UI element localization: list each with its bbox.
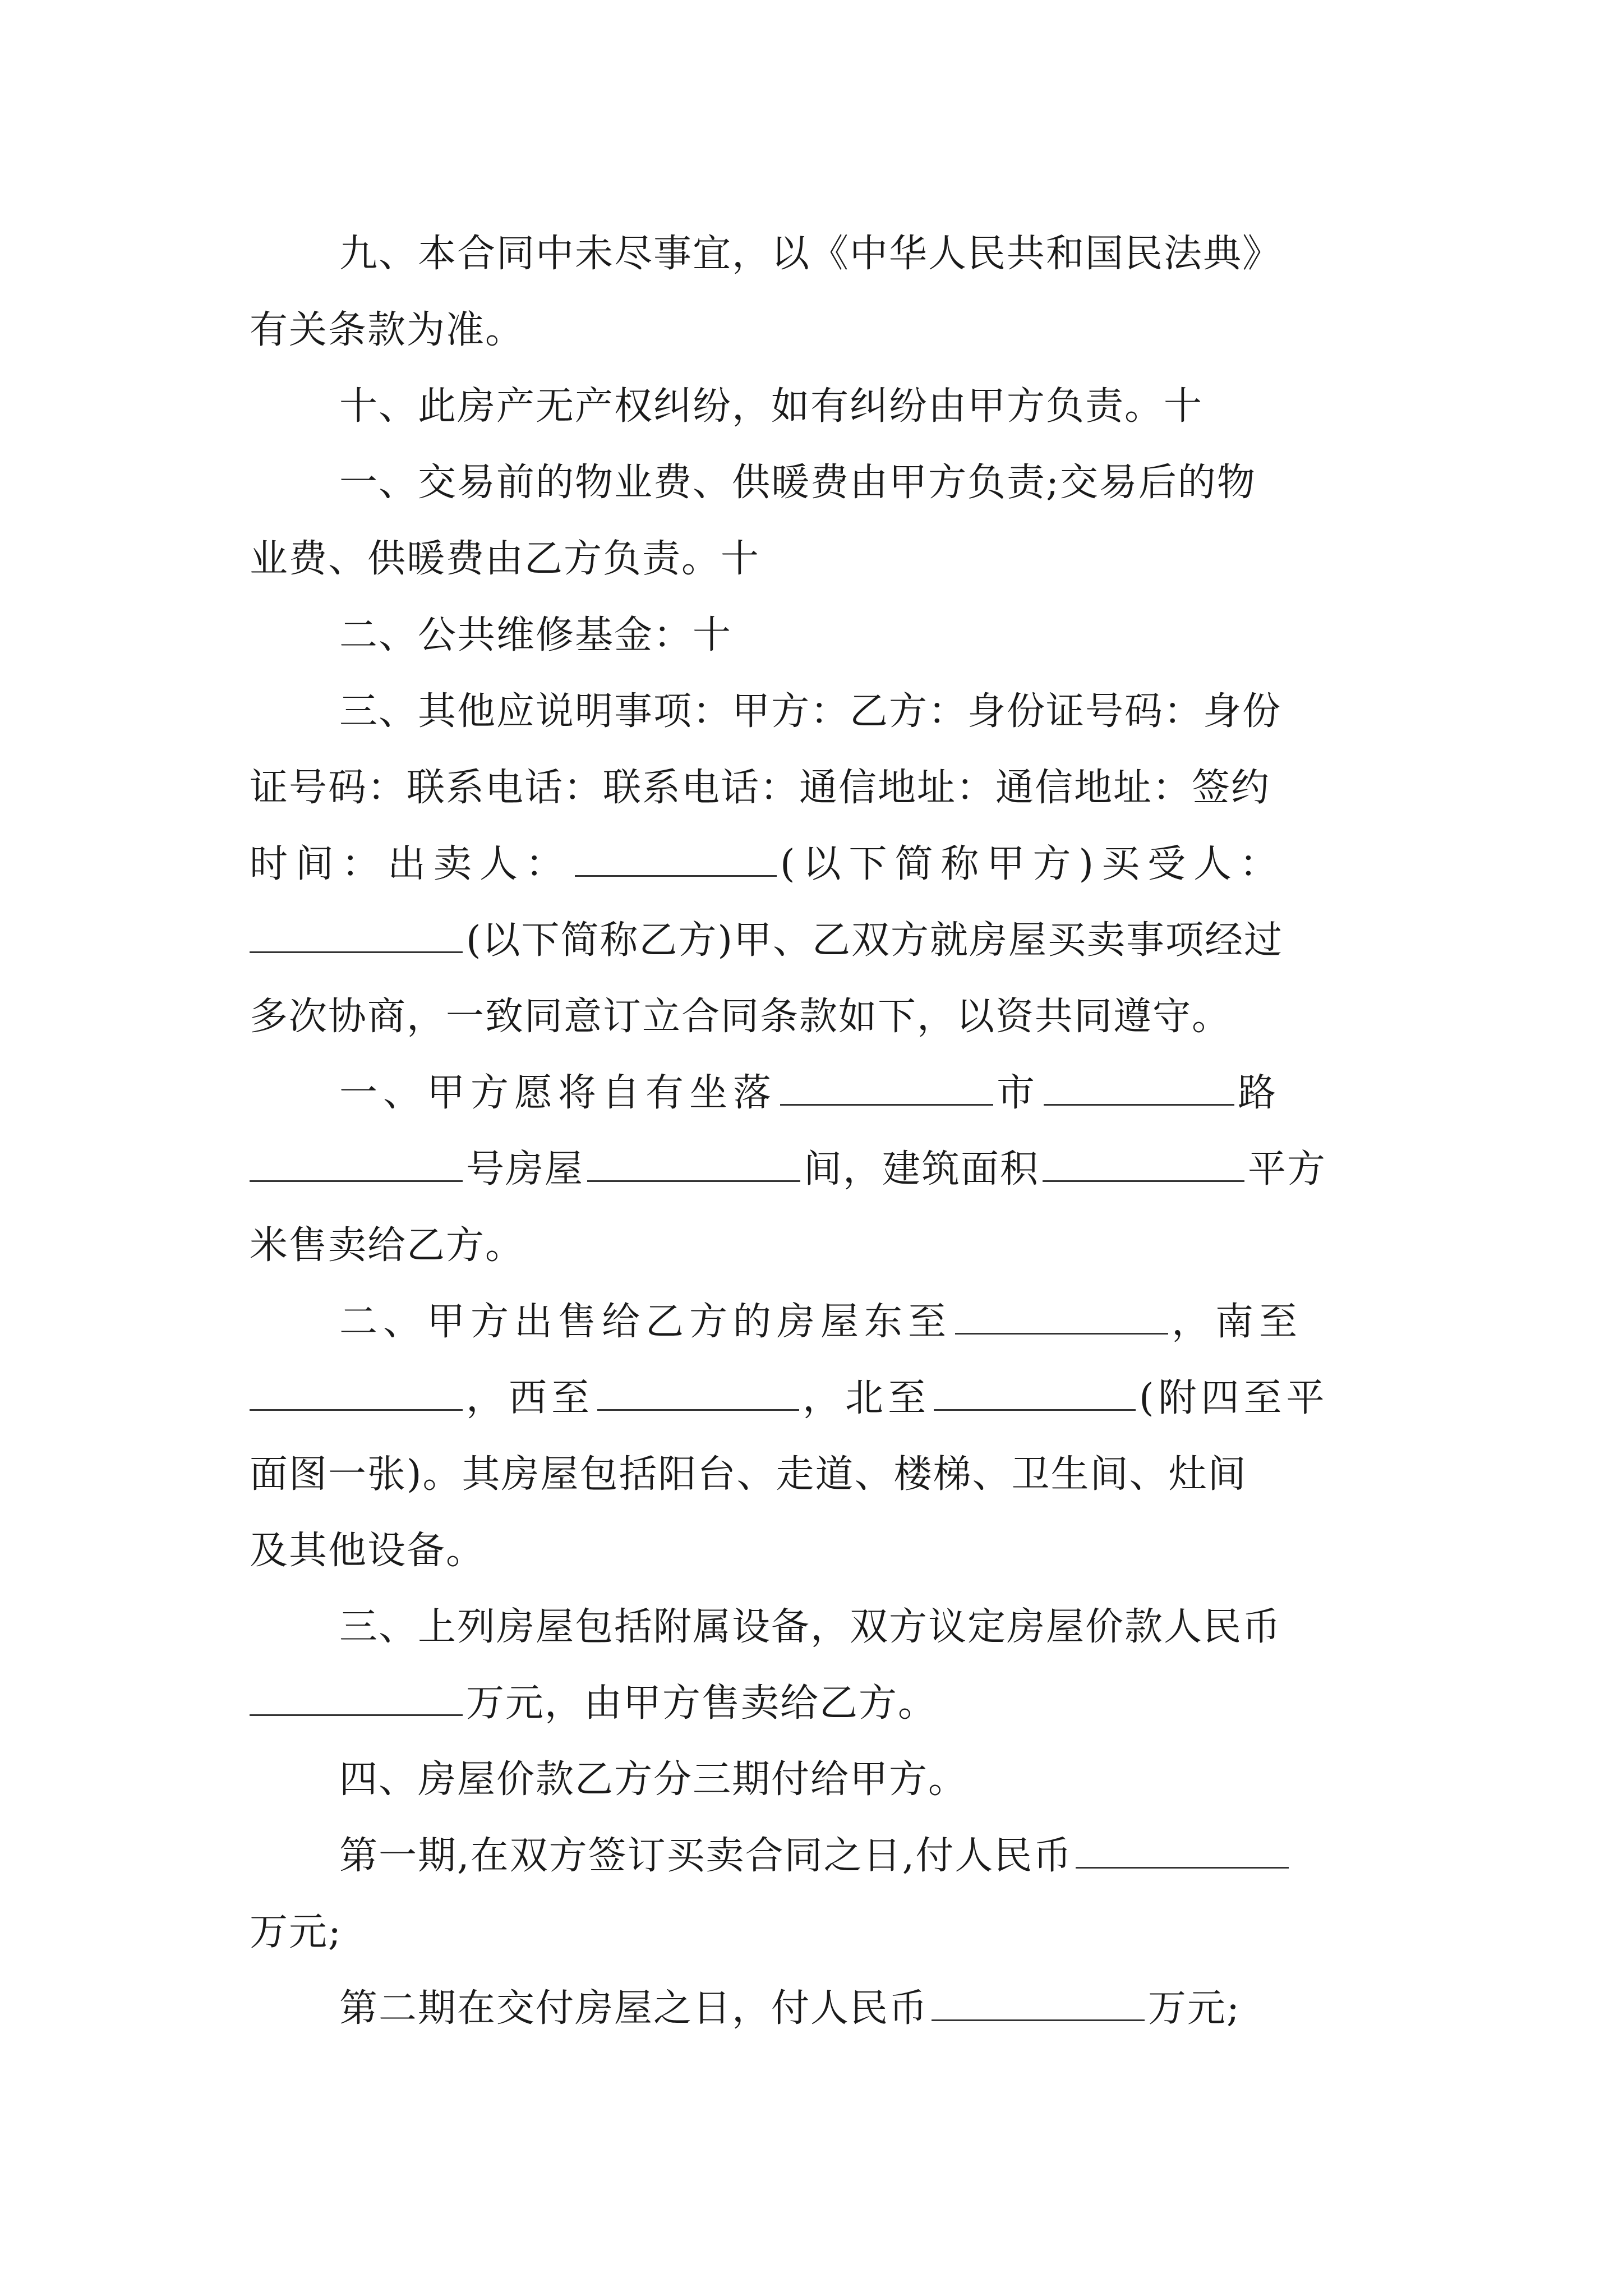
blank-total-price[interactable] [250,1682,463,1716]
blank-second-payment[interactable] [932,1987,1145,2021]
blank-seller[interactable] [575,843,777,877]
clause-13-line-1: 三、其他应说明事项：甲方：乙方：身份证号码：身份 [339,689,1282,734]
clause-13-line-3: 时间：出卖人： (以下简称甲方)买受人： [250,842,1286,886]
section-2-line-3: 面图一张)。其房屋包括阳台、走道、楼梯、卫生间、灶间 [250,1452,1247,1497]
contract-text [250,216,1371,2047]
section-4-payment-1-line-1: 第一期,在双方签订买卖合同之日,付人民币 [250,1818,1371,1894]
section-4-payment-2: 第二期在交付房屋之日，付人民币 万元; [339,1986,1241,2031]
blank-city-road[interactable] [1044,1071,1234,1106]
section-1-line-1: 一、甲方愿将自有坐落 市 路 [339,1071,1282,1115]
blank-house-number[interactable] [250,1148,463,1182]
clause-11-line-1: 一、交易前的物业费、供暖费由甲方负责;交易后的物 [339,461,1256,505]
section-2-line-1: 二、甲方出售给乙方的房屋东至 ，南至 [339,1300,1303,1344]
blank-west-boundary[interactable] [597,1377,799,1411]
clause-9-line-2: 有关条款为准。 [250,308,525,352]
clause-13-line-5: 多次协商，一致同意订立合同条款如下，以资共同遵守。 [250,995,1232,1039]
section-1-line-3: 米售卖给乙方。 [250,1223,525,1268]
clause-12: 二、公共维修基金：十 [339,613,732,657]
section-1-line-2: 号房屋 间，建筑面积 平方 [250,1131,1371,1208]
blank-north-boundary[interactable] [934,1377,1136,1411]
blank-first-payment[interactable] [1076,1834,1289,1869]
section-2-line-2: ，西至 ，北至 (附四至平 [250,1360,1371,1437]
section-2-line-4: 及其他设备。 [250,1529,486,1573]
section-4-payment-1-line-2: 万元; [250,1910,342,1954]
clause-10: 十、此房产无产权纠纷，如有纠纷由甲方负责。十 [339,384,1204,429]
blank-rooms[interactable] [587,1148,800,1182]
blank-east-boundary[interactable] [955,1300,1168,1335]
section-3-line-1: 三、上列房屋包括附属设备，双方议定房屋价款人民币 [339,1605,1282,1649]
blank-south-boundary[interactable] [250,1377,463,1411]
blank-location[interactable] [780,1071,993,1106]
section-4: 四、房屋价款乙方分三期付给甲方。 [339,1757,968,1802]
clause-13-line-4: (以下简称乙方)甲、乙双方就房屋买卖事项经过 [250,903,1371,979]
clause-11-line-2: 业费、供暖费由乙方负责。十 [250,537,760,581]
clause-9-line-1: 九、本合同中未尽事宜，以《中华人民共和国民法典》 [339,232,1282,276]
blank-floor-area[interactable] [1043,1148,1244,1182]
section-3-line-2: 万元，由甲方售卖给乙方。 [250,1665,1371,1742]
blank-buyer[interactable] [250,919,463,953]
clause-13-line-2: 证号码：联系电话：联系电话：通信地址：通信地址：签约 [250,766,1271,810]
